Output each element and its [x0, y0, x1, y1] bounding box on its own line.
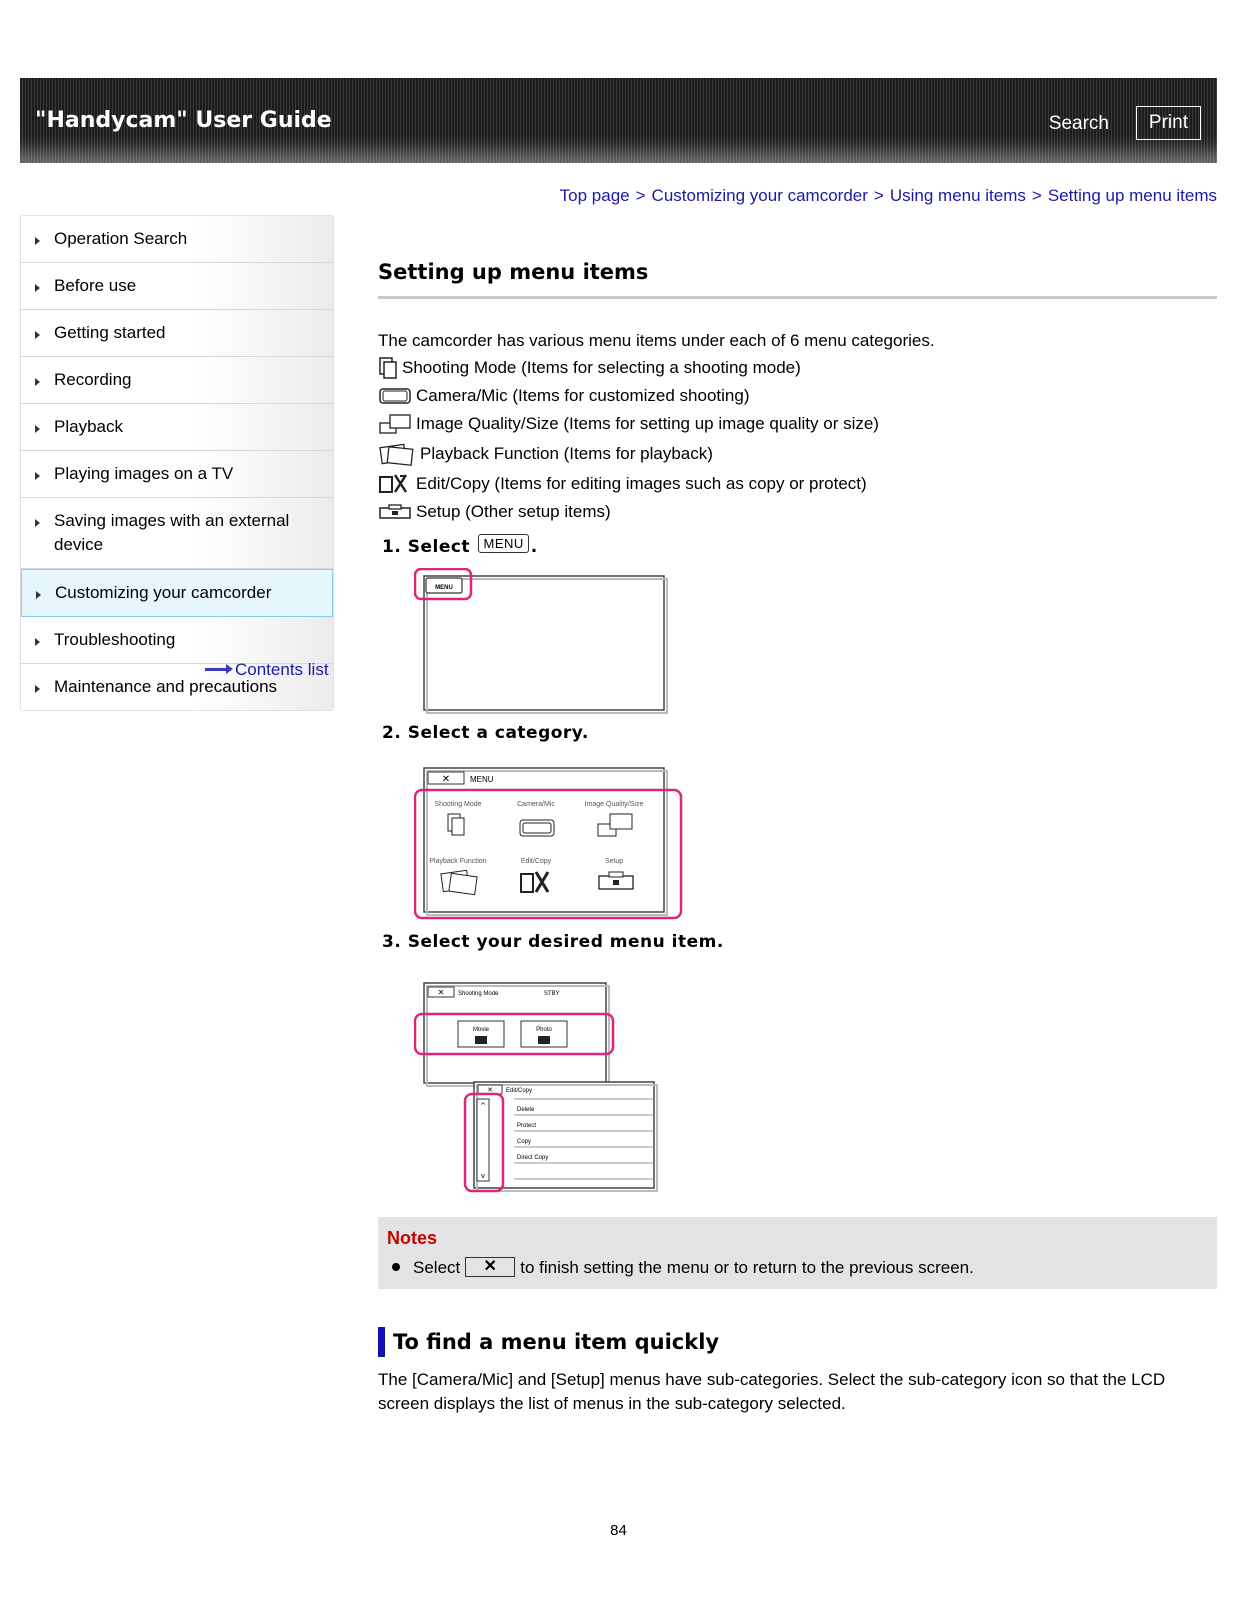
step-number: 2.	[382, 723, 402, 743]
menu-key-icon: MENU	[478, 534, 528, 553]
category-camera-mic	[378, 382, 935, 410]
figure-scroll-down-icon: v	[480, 1172, 486, 1180]
step-text: Select your desired menu item.	[407, 932, 724, 952]
category-shooting-mode	[378, 354, 935, 382]
caret-right-icon	[35, 284, 40, 292]
print-button[interactable]: Print	[1136, 106, 1201, 140]
sidebar-item-label: Getting started	[54, 323, 166, 342]
figure-select-menu	[414, 568, 679, 716]
caret-right-icon	[35, 425, 40, 433]
figure-label-edit: Edit/Copy	[520, 858, 552, 865]
guide-title: "Handycam" User Guide	[35, 108, 332, 133]
category-text: Camera/Mic (Items for customized shooting)	[416, 386, 750, 405]
category-text: Shooting Mode (Items for selecting a shooting mode)	[402, 358, 801, 377]
caret-right-icon	[35, 378, 40, 386]
contents-list-link[interactable]	[205, 660, 329, 680]
figure-label-shooting: Shooting Mode	[434, 801, 482, 808]
sidebar-item-label: Troubleshooting	[54, 630, 176, 649]
sidebar-item-label: Maintenance and precautions	[54, 677, 278, 696]
playback-function-icon	[378, 441, 416, 467]
sidebar-item-troubleshooting[interactable]	[21, 617, 333, 664]
caret-right-icon	[35, 685, 40, 693]
step-number: 3.	[382, 932, 402, 952]
notes-after: to finish setting the menu or to return to the previous screen.	[520, 1258, 974, 1277]
figure-list-close: ✕	[487, 1086, 493, 1094]
intro-block	[378, 328, 935, 526]
intro-text: The camcorder has various menu items under each of 6 menu categories.	[378, 331, 935, 350]
camera-mic-icon	[378, 386, 412, 406]
page-title: Setting up menu items	[378, 260, 649, 284]
sidebar-item-label: Playing images on a TV	[54, 464, 234, 483]
figure-top-status: STBY	[544, 991, 560, 997]
figure-select-menu-item	[414, 975, 682, 1200]
step-2	[382, 723, 589, 743]
breadcrumb-top-page[interactable]: Top page	[559, 186, 630, 205]
step-number: 1.	[382, 537, 402, 557]
figure-close-label: ✕	[441, 774, 451, 785]
search-link[interactable]: Search	[1048, 113, 1109, 134]
category-text: Edit/Copy (Items for editing images such as copy or protect)	[416, 474, 867, 493]
notes-title: Notes	[387, 1228, 438, 1248]
figure-menu-title: MENU	[470, 775, 494, 784]
breadcrumb-customizing[interactable]: Customizing your camcorder	[651, 186, 868, 205]
sidebar-item-label: Before use	[54, 276, 137, 295]
sidebar-item-playing-images-tv[interactable]	[21, 451, 333, 498]
arrow-right-icon	[205, 668, 229, 671]
setup-icon	[378, 503, 412, 521]
sidebar-item-before-use[interactable]	[21, 263, 333, 310]
sidebar-item-label: Recording	[54, 370, 132, 389]
bullet-icon	[392, 1263, 400, 1271]
step-text: Select	[407, 537, 471, 557]
breadcrumb: Top page > Customizing your camcorder > Using menu items > Setting up menu items	[559, 186, 1217, 205]
close-key-icon: ✕	[465, 1257, 515, 1277]
category-setup	[378, 498, 935, 526]
figure-list-item: Copy	[517, 1139, 532, 1145]
figure-movie-label: Movie	[472, 1027, 490, 1033]
figure-top-close: ✕	[437, 988, 445, 997]
step-1	[382, 537, 538, 557]
notes-box	[378, 1217, 1217, 1289]
edit-copy-icon	[378, 472, 412, 496]
step-end: .	[530, 537, 538, 557]
sidebar-item-recording[interactable]	[21, 357, 333, 404]
step-3	[382, 932, 724, 952]
figure-select-category	[414, 762, 686, 922]
sidebar-item-label: Operation Search	[54, 229, 188, 248]
category-text: Image Quality/Size (Items for setting up image quality or size)	[416, 414, 879, 433]
section-title: To find a menu item quickly	[378, 1327, 719, 1357]
sidebar-item-label: Playback	[54, 417, 123, 436]
page-number: 84	[610, 1522, 627, 1539]
caret-right-icon	[36, 591, 41, 599]
figure-photo-label: Photo	[536, 1027, 552, 1033]
figure-list-title: Edit/Copy	[506, 1088, 533, 1094]
figure-list-item: Direct Copy	[517, 1155, 549, 1161]
sidebar-item-getting-started[interactable]	[21, 310, 333, 357]
notes-line	[413, 1257, 974, 1278]
category-text: Playback Function (Items for playback)	[420, 444, 713, 463]
shooting-mode-icon	[378, 356, 398, 380]
sidebar-item-saving-images[interactable]	[21, 498, 333, 569]
figure-label-camera: Camera/Mic	[517, 801, 555, 808]
caret-right-icon	[35, 519, 40, 527]
figure-label-setup: Setup	[604, 858, 624, 865]
figure-list-item: Protect	[517, 1123, 537, 1129]
caret-right-icon	[35, 237, 40, 245]
caret-right-icon	[35, 638, 40, 646]
step-text: Select a category.	[407, 723, 589, 743]
category-text: Setup (Other setup items)	[416, 502, 611, 521]
header-bar	[20, 78, 1217, 163]
sidebar-item-label: Customizing your camcorder	[55, 583, 272, 602]
figure-scroll-up-icon: ^	[480, 1102, 486, 1110]
category-image-quality	[378, 410, 935, 438]
section-text: The [Camera/Mic] and [Setup] menus have sub-categories. Select the sub-category icon so that the LCD screen displays the list of menus in the sub-category selected.	[378, 1370, 1166, 1413]
category-playback-function	[378, 438, 935, 470]
sidebar-item-operation-search[interactable]	[21, 216, 333, 263]
figure-list-item: Delete	[517, 1107, 535, 1113]
figure-label-quality: Image Quality/Size	[584, 801, 644, 808]
figure-movie-icon	[475, 1036, 487, 1044]
breadcrumb-current[interactable]: Setting up menu items	[1047, 186, 1217, 205]
figure-camera-mic-icon	[520, 820, 554, 836]
sidebar-item-playback[interactable]	[21, 404, 333, 451]
caret-right-icon	[35, 472, 40, 480]
sidebar-item-customizing[interactable]	[21, 569, 333, 617]
figure-top-title: Shooting Mode	[458, 991, 499, 997]
breadcrumb-using-menu[interactable]: Using menu items	[889, 186, 1026, 205]
caret-right-icon	[35, 331, 40, 339]
title-divider	[378, 296, 1217, 299]
figure-photo-icon	[538, 1036, 550, 1044]
sidebar-item-label: Saving images with an external device	[54, 511, 290, 554]
category-edit-copy	[378, 470, 935, 498]
contents-list-label: Contents list	[235, 660, 329, 679]
figure-menu-button-label: MENU	[435, 585, 453, 591]
sidebar-nav	[20, 215, 334, 711]
figure-label-playback: Playback Function	[429, 858, 487, 865]
notes-before: Select	[413, 1258, 461, 1277]
image-quality-icon	[378, 413, 412, 435]
